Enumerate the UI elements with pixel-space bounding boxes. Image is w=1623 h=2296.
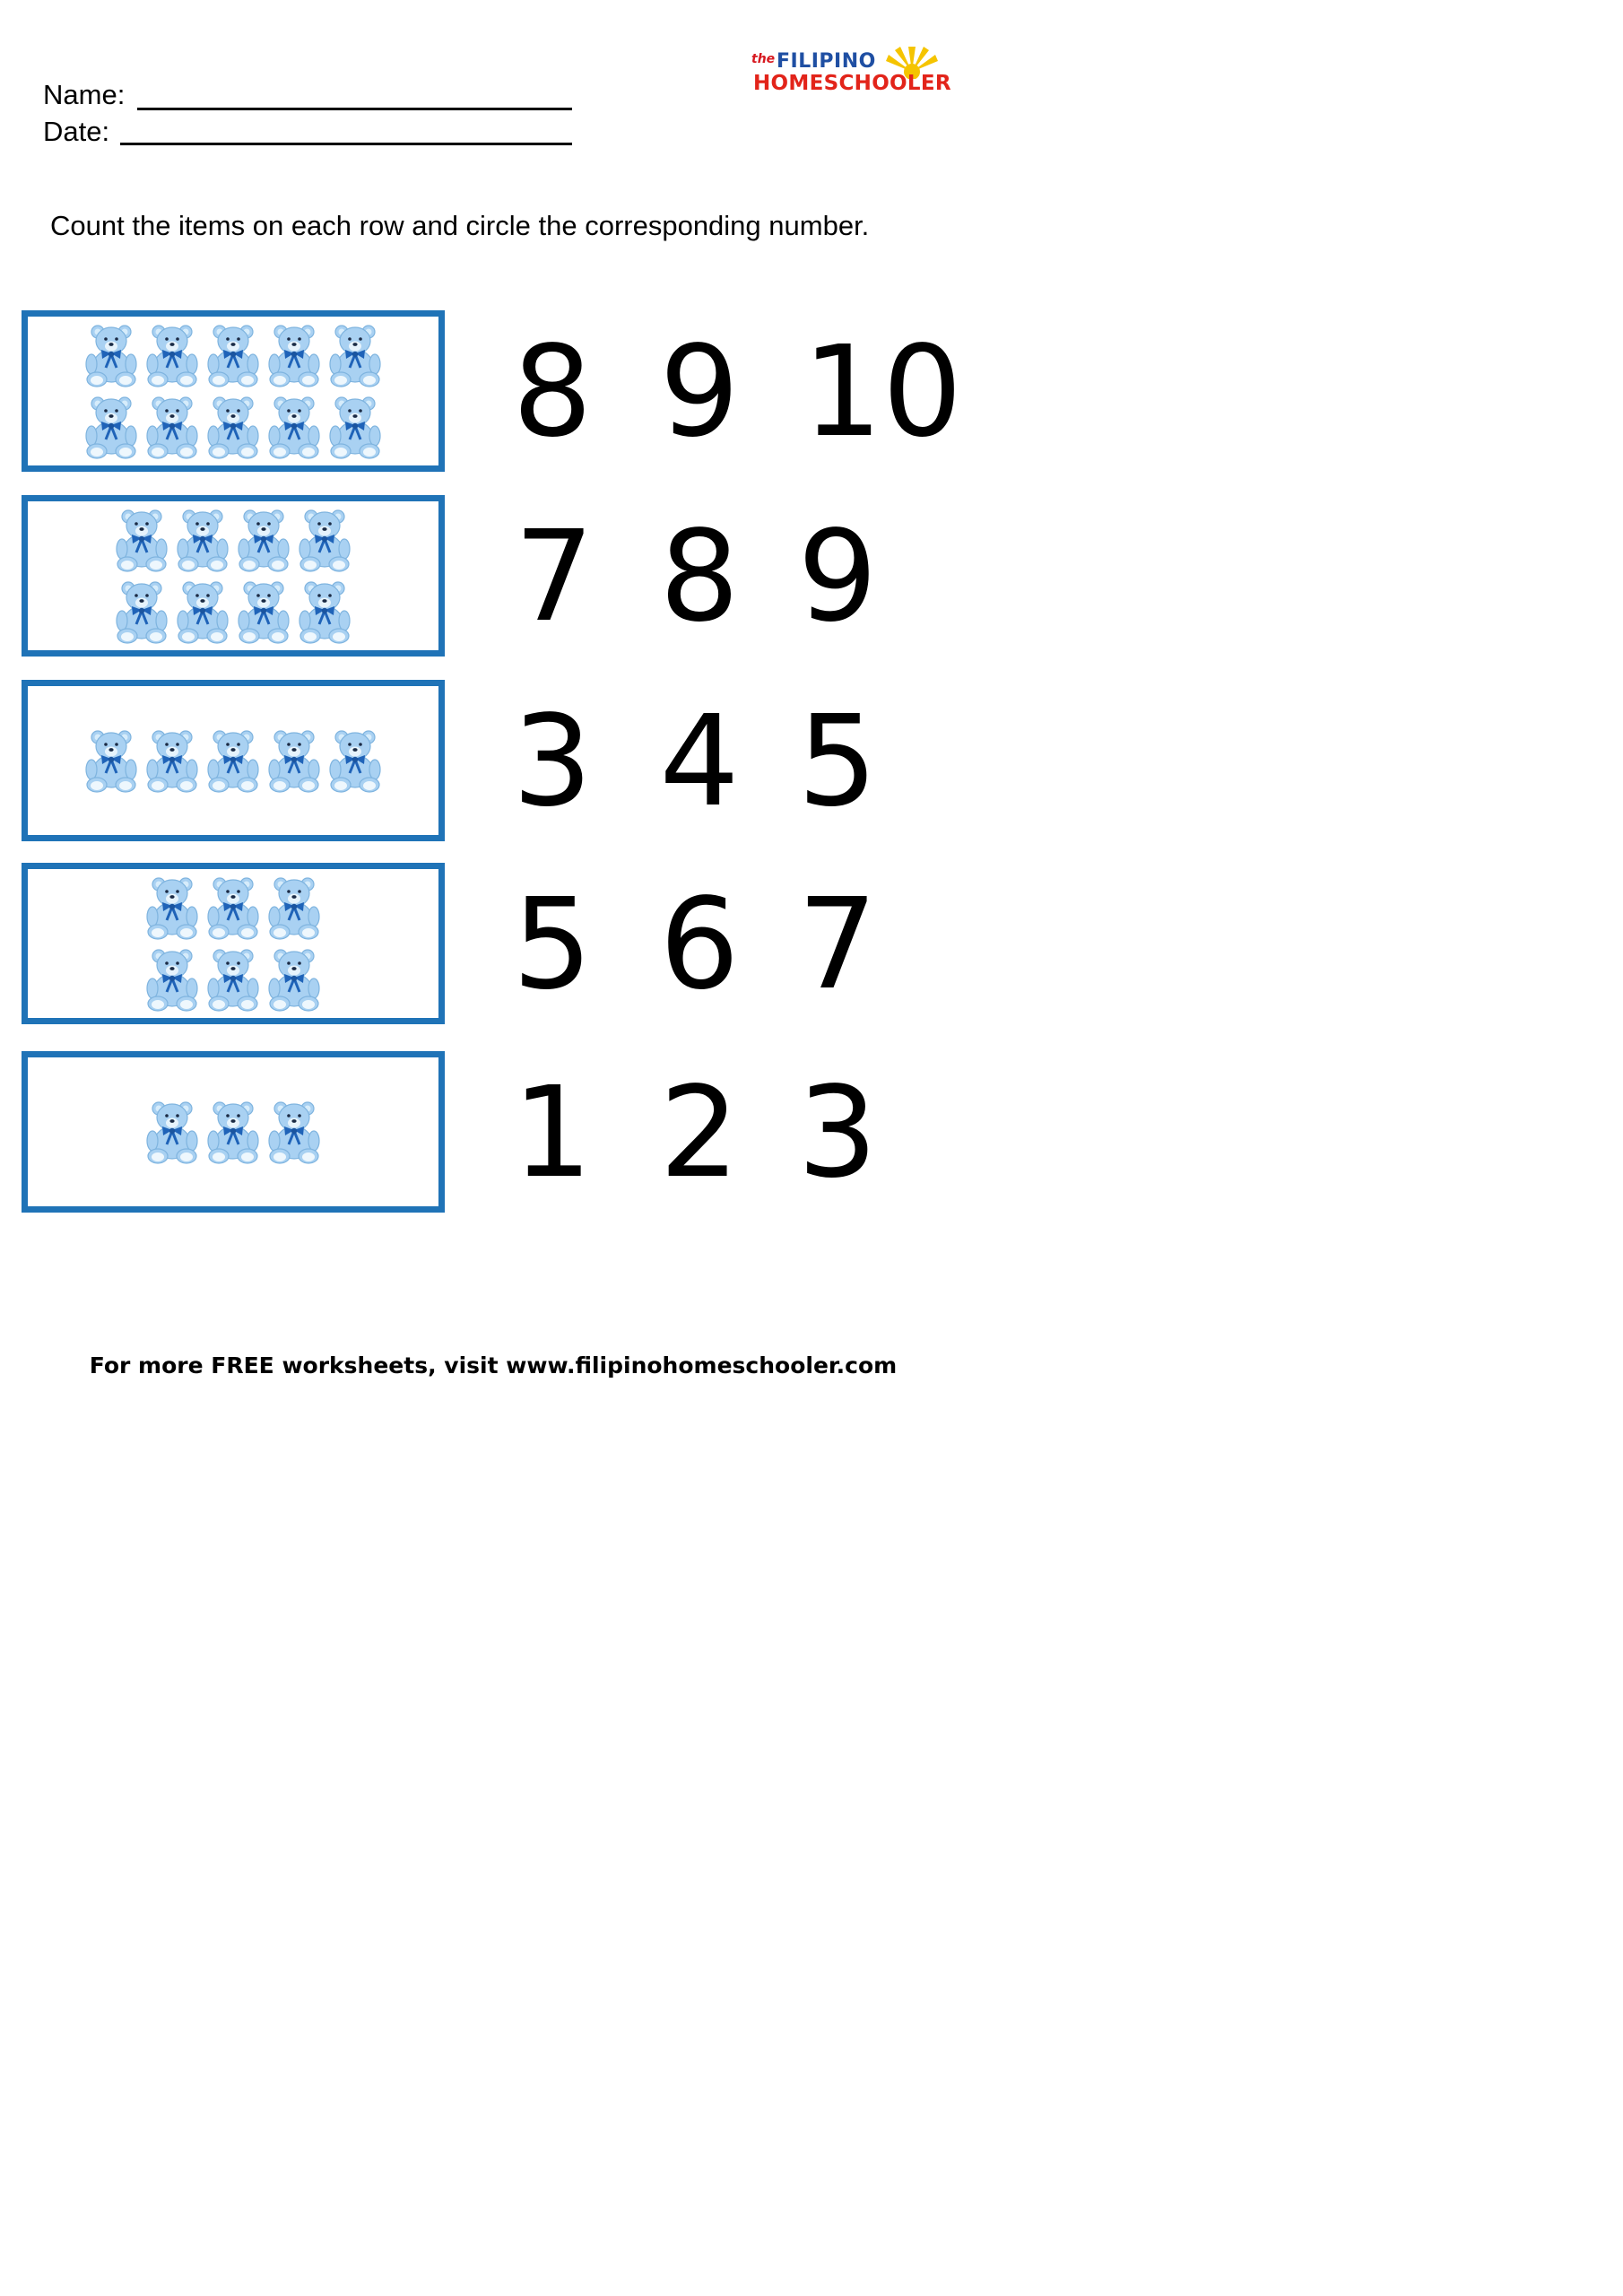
number-choice[interactable]: 10: [803, 319, 963, 465]
teddy-bear-icon: [144, 728, 200, 793]
number-choice[interactable]: 2: [659, 1060, 740, 1206]
teddy-bear-icon: [114, 508, 169, 572]
count-box: [22, 680, 445, 841]
teddy-bear-icon: [144, 1100, 200, 1164]
teddy-bear-icon: [144, 875, 200, 940]
teddy-bear-icon: [236, 508, 291, 572]
teddy-bear-icon: [144, 947, 200, 1012]
number-choice[interactable]: 7: [514, 504, 595, 650]
number-choice[interactable]: 4: [659, 689, 740, 835]
logo-the-text: the: [751, 52, 776, 66]
number-choice[interactable]: 3: [797, 1060, 878, 1206]
site-logo: [750, 48, 965, 99]
teddy-bear-icon: [205, 395, 261, 459]
teddy-bear-icon: [266, 1100, 322, 1164]
number-choice[interactable]: 5: [797, 689, 878, 835]
teddy-bear-icon: [205, 1100, 261, 1164]
number-choice[interactable]: 1: [512, 1060, 593, 1206]
teddy-bear-icon: [327, 323, 383, 387]
number-choice[interactable]: 8: [659, 504, 740, 650]
teddy-bear-icon: [327, 395, 383, 459]
number-choice[interactable]: 8: [512, 319, 593, 465]
teddy-bear-icon: [297, 508, 352, 572]
teddy-bear-icon: [205, 875, 261, 940]
name-label: Name:: [43, 79, 126, 110]
teddy-bear-icon: [114, 579, 169, 644]
teddy-bear-icon: [144, 323, 200, 387]
number-choice[interactable]: 7: [797, 872, 878, 1018]
count-box: [22, 1051, 445, 1213]
number-choice[interactable]: 3: [512, 689, 593, 835]
number-choice[interactable]: 9: [659, 319, 740, 465]
logo-filipino-text: FILIPINO: [777, 50, 876, 73]
count-box: [22, 863, 445, 1024]
number-choice[interactable]: 6: [659, 872, 740, 1018]
date-label: Date:: [43, 116, 110, 147]
teddy-bear-icon: [236, 579, 291, 644]
logo-homeschooler-text: HOMESCHOOLER: [753, 72, 951, 95]
teddy-bear-icon: [83, 323, 139, 387]
teddy-bear-icon: [83, 395, 139, 459]
count-box: [22, 310, 445, 472]
teddy-bear-icon: [205, 947, 261, 1012]
teddy-bear-icon: [266, 875, 322, 940]
teddy-bear-icon: [175, 579, 230, 644]
footer-text: For more FREE worksheets, visit www.filipinohomeschooler.com: [89, 1352, 898, 1378]
teddy-bear-icon: [205, 728, 261, 793]
teddy-bear-icon: [83, 728, 139, 793]
teddy-bear-icon: [327, 728, 383, 793]
teddy-bear-icon: [205, 323, 261, 387]
number-choice[interactable]: 9: [797, 504, 878, 650]
teddy-bear-icon: [297, 579, 352, 644]
name-line[interactable]: [137, 108, 572, 110]
teddy-bear-icon: [266, 395, 322, 459]
number-choice[interactable]: 5: [512, 872, 593, 1018]
date-line[interactable]: [120, 143, 572, 145]
teddy-bear-icon: [266, 947, 322, 1012]
count-box: [22, 495, 445, 657]
instructions-text: Count the items on each row and circle the corresponding number.: [50, 210, 870, 241]
teddy-bear-icon: [266, 323, 322, 387]
teddy-bear-icon: [175, 508, 230, 572]
teddy-bear-icon: [266, 728, 322, 793]
teddy-bear-icon: [144, 395, 200, 459]
